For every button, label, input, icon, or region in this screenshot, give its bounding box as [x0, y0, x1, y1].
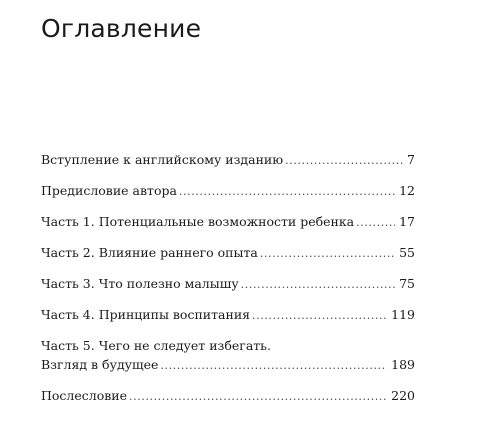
toc-entry-afterword[interactable] [41, 386, 415, 406]
toc-entry-title: Послесловие [41, 388, 127, 403]
toc-entry-part-2[interactable] [41, 243, 415, 263]
toc-entry-title: Часть 3. Что полезно малышу [41, 276, 239, 291]
toc-entry-page: 119 [391, 307, 415, 322]
toc-entry-title: Вступление к английскому изданию [41, 152, 284, 167]
toc-entry-page: 75 [399, 276, 415, 291]
dot-leader [356, 213, 395, 232]
dot-leader [129, 387, 387, 406]
toc-entry-page: 7 [407, 152, 415, 167]
dot-leader [252, 306, 387, 325]
toc-entry-title: Предисловие автора [41, 183, 177, 198]
toc-entry-part-3[interactable] [41, 274, 415, 294]
table-of-contents [41, 150, 415, 417]
toc-entry-page: 12 [399, 183, 415, 198]
toc-entry-title: Взгляд в будущее [41, 357, 159, 372]
toc-entry-page: 189 [391, 357, 415, 372]
toc-entry-page: 55 [399, 245, 415, 260]
dot-leader [179, 182, 395, 201]
toc-entry-title: Часть 4. Принципы воспитания [41, 307, 251, 322]
toc-entry-introduction[interactable] [41, 150, 415, 170]
toc-entry-part-4[interactable] [41, 305, 415, 325]
toc-entry-page: 220 [391, 388, 415, 403]
toc-entry-preface[interactable] [41, 181, 415, 201]
toc-entry-part-1[interactable] [41, 212, 415, 232]
dot-leader [260, 244, 395, 263]
toc-entry-title: Часть 1. Потенциальные возможности ребенка [41, 214, 355, 229]
toc-entry-title-line-1: Часть 5. Чего не следует избегать. [41, 338, 271, 353]
dot-leader [160, 356, 387, 375]
toc-entry-part-5[interactable] [41, 336, 415, 375]
toc-entry-title: Часть 2. Влияние раннего опыта [41, 245, 258, 260]
page-title: Оглавление [41, 14, 202, 43]
dot-leader [241, 275, 395, 294]
dot-leader [285, 151, 403, 170]
toc-entry-page: 17 [399, 214, 415, 229]
